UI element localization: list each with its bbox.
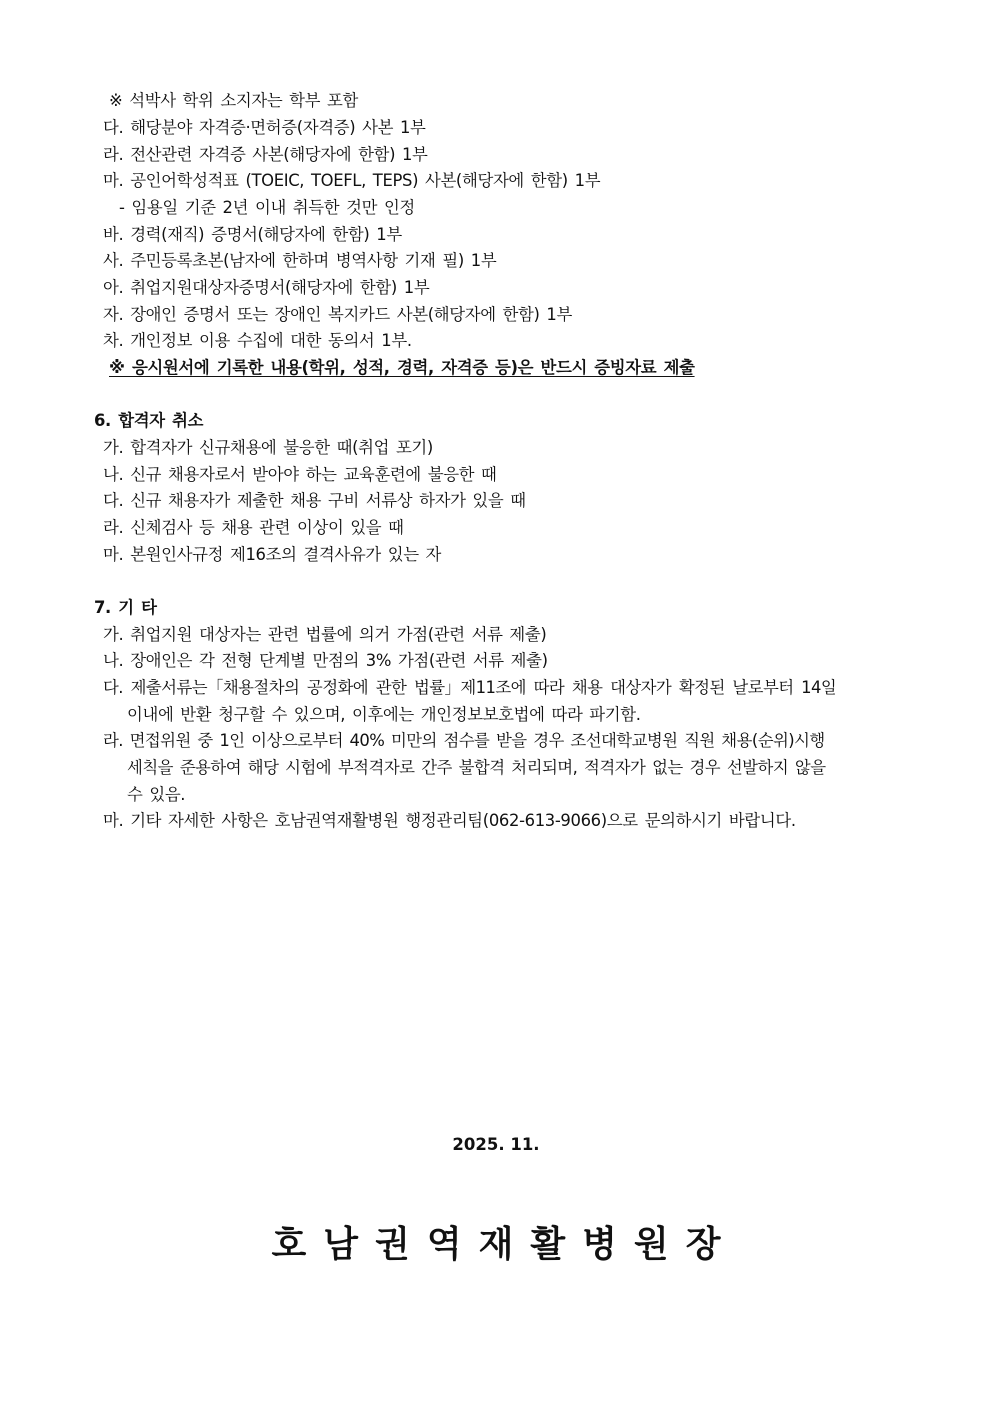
section-7-item: 나. 장애인은 각 전형 단계별 만점의 3% 가점(관련 서류 제출) xyxy=(103,651,548,670)
section-6-item: 가. 합격자가 신규채용에 불응한 때(취업 포기) xyxy=(103,438,433,457)
doc-line-license: 다. 해당분야 자격증·면허증(자격증) 사본 1부 xyxy=(103,118,426,137)
doc-line-it-cert: 라. 전산관련 자격증 사본(해당자에 한함) 1부 xyxy=(103,145,428,164)
issuer-signature: 호남권역재활병원장 xyxy=(271,1224,738,1265)
doc-line-degree-note: ※ 석박사 학위 소지자는 학부 포함 xyxy=(109,91,358,110)
doc-line-disability-cert: 자. 장애인 증명서 또는 장애인 복지카드 사본(해당자에 한함) 1부 xyxy=(103,305,572,324)
section-6-item: 마. 본원인사규정 제16조의 결격사유가 있는 자 xyxy=(103,545,442,564)
section-7-item-continuation: 세칙을 준용하여 해당 시험에 부적격자로 간주 불합격 처리되며, 적격자가 없는 경우 선발하지 않을 xyxy=(127,758,826,777)
section-7-item: 가. 취업지원 대상자는 관련 법률에 의거 가점(관련 서류 제출) xyxy=(103,625,547,644)
section-7-item-continuation: 수 있음. xyxy=(127,785,186,804)
doc-line-career-cert: 바. 경력(재직) 증명서(해당자에 한함) 1부 xyxy=(103,225,402,244)
evidence-notice: ※ 응시원서에 기록한 내용(학위, 성적, 경력, 자격증 등)은 반드시 증빙자료 제출 xyxy=(109,358,695,377)
section-6-item: 다. 신규 채용자가 제출한 채용 구비 서류상 하자가 있을 때 xyxy=(103,491,526,510)
doc-line-resident-record: 사. 주민등록초본(남자에 한하며 병역사항 기재 필) 1부 xyxy=(103,251,497,270)
section-7-item: 라. 면접위원 중 1인 이상으로부터 40% 미만의 점수를 받을 경우 조선대학교병원 직원 채용(순위)시행 xyxy=(103,731,825,750)
doc-line-language-note: - 임용일 기준 2년 이내 취득한 것만 인정 xyxy=(119,198,415,217)
doc-line-employment-support: 아. 취업지원대상자증명서(해당자에 한함) 1부 xyxy=(103,278,430,297)
doc-line-privacy-consent: 차. 개인정보 이용 수집에 대한 동의서 1부. xyxy=(103,331,412,350)
section-7-item: 마. 기타 자세한 사항은 호남권역재활병원 행정관리팀(062-613-9066)으로 문의하시기 바랍니다. xyxy=(103,811,796,830)
document-date: 2025. 11. xyxy=(452,1135,540,1154)
doc-line-language-score: 마. 공인어학성적표 (TOEIC, TOEFL, TEPS) 사본(해당자에 한함) 1부 xyxy=(103,171,601,190)
section-7-item: 다. 제출서류는「채용절차의 공정화에 관한 법률」제11조에 따라 채용 대상자가 확정된 날로부터 14일 xyxy=(103,678,837,697)
section-6-heading: 6. 합격자 취소 xyxy=(94,411,204,430)
section-6-item: 나. 신규 채용자로서 받아야 하는 교육훈련에 불응한 때 xyxy=(103,465,497,484)
section-7-item-continuation: 이내에 반환 청구할 수 있으며, 이후에는 개인정보보호법에 따라 파기함. xyxy=(127,705,641,724)
section-6-item: 라. 신체검사 등 채용 관련 이상이 있을 때 xyxy=(103,518,404,537)
section-7-heading: 7. 기 타 xyxy=(94,598,157,617)
